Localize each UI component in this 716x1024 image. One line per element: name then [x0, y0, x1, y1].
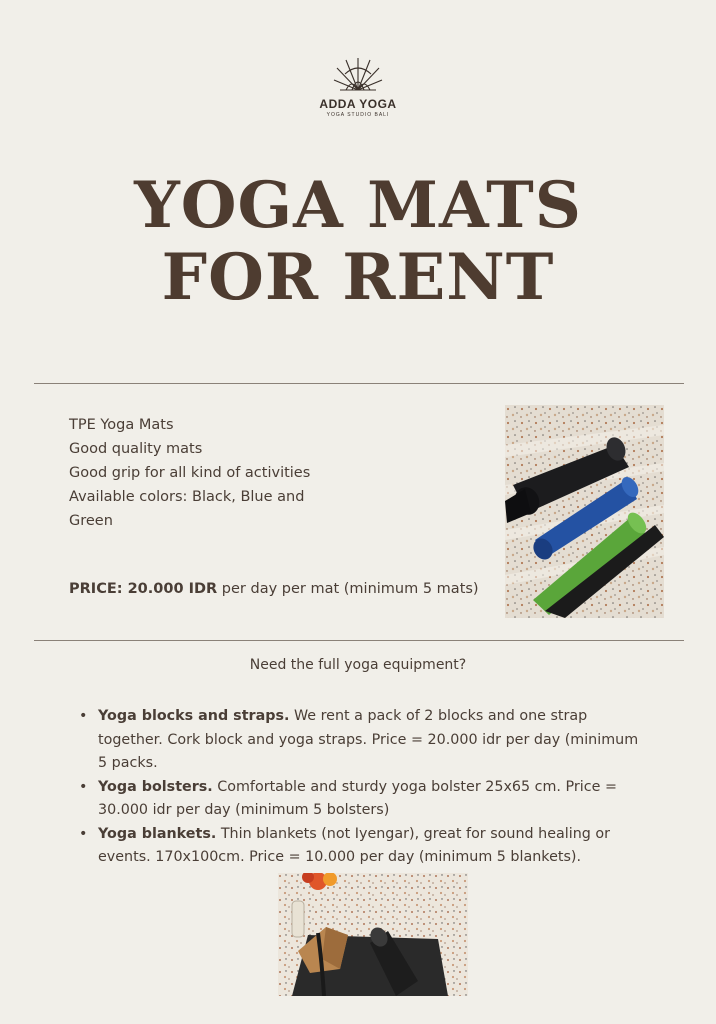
brand-name: ADDA YOGA	[319, 97, 397, 111]
divider-bottom	[34, 640, 684, 641]
mat-line: TPE Yoga Mats	[69, 417, 174, 433]
item-text: Comfortable and sturdy yoga bolster 25x65 cm. Price = 30.000 idr per day (minimum 5 bolsters)	[98, 778, 617, 818]
title-line-1: YOGA MATS	[134, 168, 582, 243]
mat-line: Good quality mats	[69, 441, 203, 457]
yoga-equipment-photo	[278, 873, 468, 996]
yoga-mats-photo	[505, 405, 664, 618]
mat-line: Good grip for all kind of activities	[69, 465, 311, 481]
equipment-intro: Need the full yoga equipment?	[249, 657, 467, 673]
mat-line: Green	[69, 513, 113, 529]
bullet-icon: •	[79, 825, 88, 842]
mat-description	[69, 413, 369, 533]
bullet-icon: •	[79, 778, 88, 795]
mat-price	[69, 581, 479, 597]
item-title: Yoga blocks and straps.	[98, 708, 290, 724]
mat-price-detail: per day per mat (minimum 5 mats)	[217, 581, 479, 597]
mat-price-label: PRICE: 20.000 IDR	[69, 581, 218, 597]
divider-top	[34, 383, 684, 384]
title-line-2: FOR RENT	[161, 240, 555, 315]
mat-line: Available colors: Black, Blue and	[69, 489, 305, 505]
page-title	[0, 170, 716, 314]
brand-logo	[0, 52, 716, 118]
brand-tagline: YOGA STUDIO BALI	[326, 112, 390, 118]
list-item	[79, 705, 649, 776]
item-text: We rent a pack of 2 blocks and one strap together. Cork block and yoga straps. Price = 20.000 idr per day (minimum 5 packs.	[98, 708, 639, 771]
list-item	[79, 776, 649, 823]
list-item	[79, 823, 649, 870]
bullet-icon: •	[79, 708, 88, 724]
sun-lotus-icon	[332, 52, 384, 96]
item-title: Yoga bolsters.	[98, 778, 213, 795]
item-text: Thin blankets (not Iyengar), great for sound healing or events. 170x100cm. Price = 10.000 per day (minimum 5 blankets).	[98, 825, 611, 865]
item-title: Yoga blankets.	[98, 825, 217, 842]
equipment-list	[79, 705, 649, 870]
